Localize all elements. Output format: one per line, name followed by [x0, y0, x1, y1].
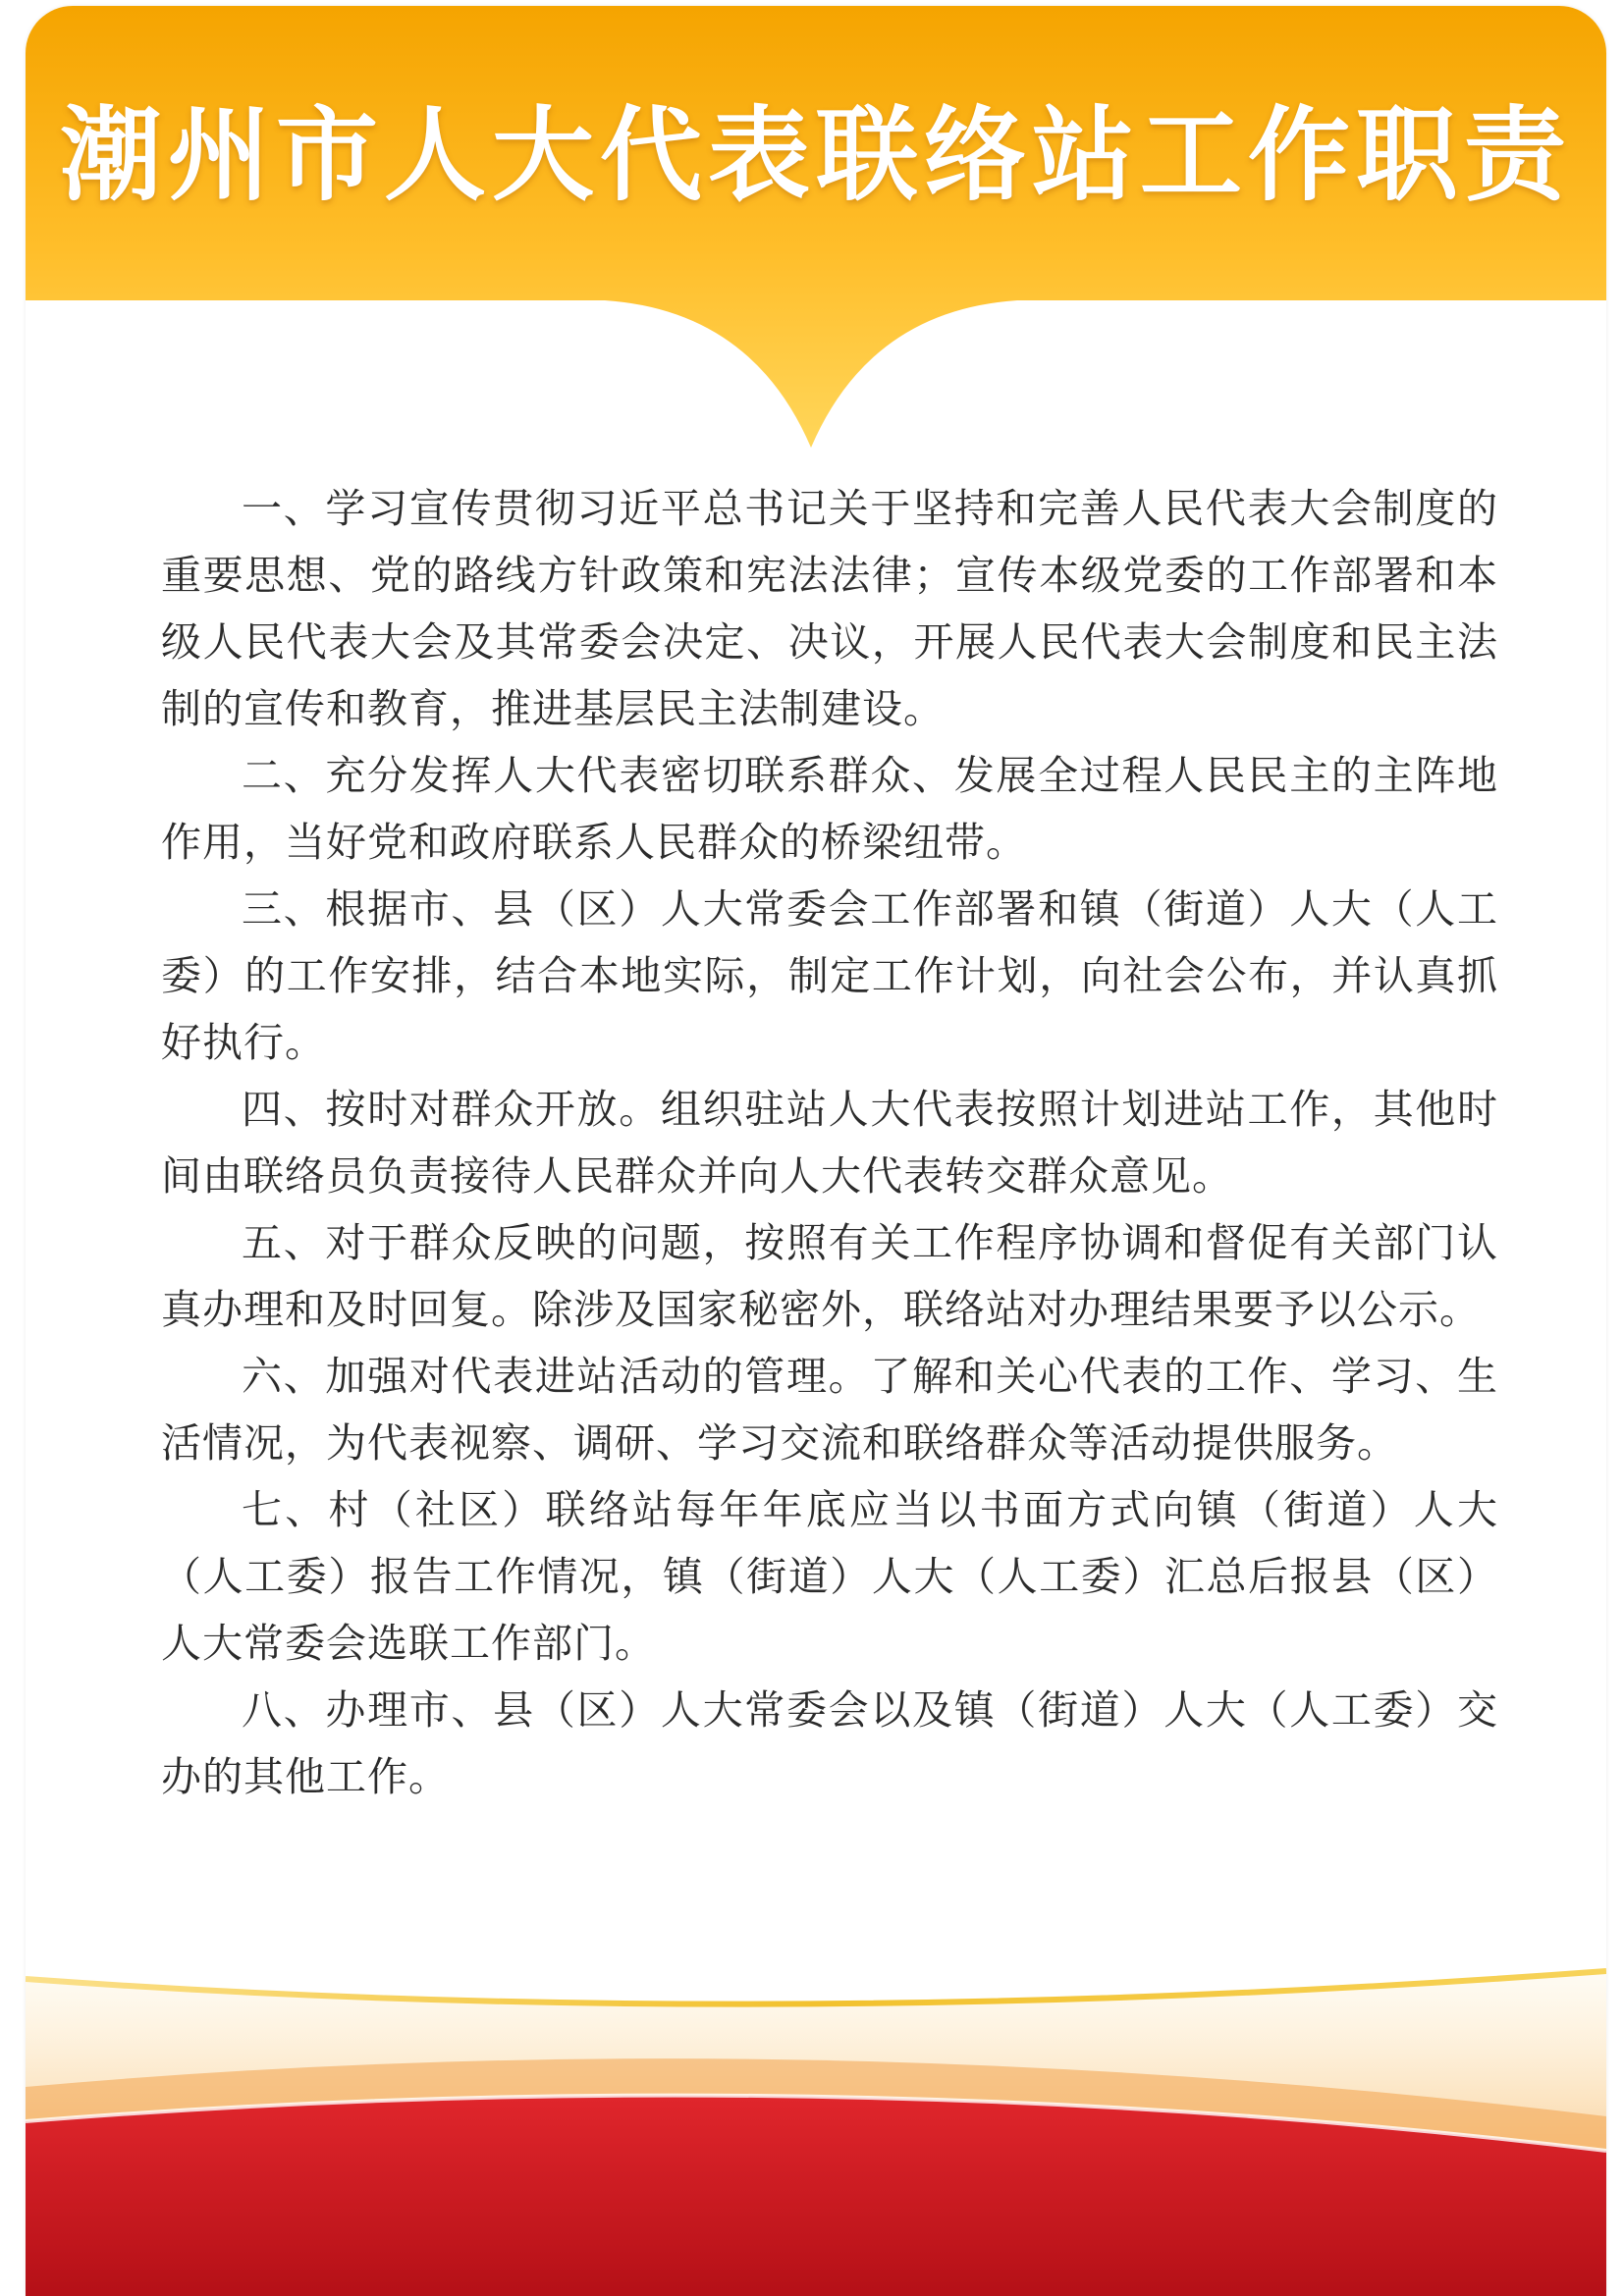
duty-item-2: 二、充分发挥人大代表密切联系群众、发展全过程人民民主的主阵地作用，当好党和政府联系人民群众的桥梁纽带。: [161, 752, 1498, 866]
footer-wave-decoration: [26, 1910, 1606, 2296]
header-banner: [26, 6, 1606, 467]
duty-item-7: 七、村（社区）联络站每年年底应当以书面方式向镇（街道）人大（人工委）报告工作情况，镇（街道）人大（人工委）汇总后报县（区）人大常委会选联工作部门。: [161, 1486, 1498, 1667]
duty-item-8: 八、办理市、县（区）人大常委会以及镇（街道）人大（人工委）交办的其他工作。: [161, 1686, 1498, 1800]
notice-board: [26, 6, 1606, 2296]
duty-item-3: 三、根据市、县（区）人大常委会工作部署和镇（街道）人大（人工委）的工作安排，结合本地实际，制定工作计划，向社会公布，并认真抓好执行。: [161, 885, 1498, 1066]
duty-item-6: 六、加强对代表进站活动的管理。了解和关心代表的工作、学习、生活情况，为代表视察、调研、学习交流和联络群众等活动提供服务。: [161, 1353, 1498, 1467]
duty-item-5: 五、对于群众反映的问题，按照有关工作程序协调和督促有关部门认真办理和及时回复。除涉及国家秘密外，联络站对办理结果要予以公示。: [161, 1219, 1498, 1333]
duty-item-1: 一、学习宣传贯彻习近平总书记关于坚持和完善人民代表大会制度的重要思想、党的路线方针政策和宪法法律；宣传本级党委的工作部署和本级人民代表大会及其常委会决定、决议，开展人民代表大会制度和民主法制的宣传和教育，推进基层民主法制建设。: [161, 485, 1498, 732]
page-title: 潮州市人大代表联络站工作职责: [59, 95, 1572, 215]
duties-list: [161, 475, 1498, 1810]
duty-item-4: 四、按时对群众开放。组织驻站人大代表按照计划进站工作，其他时间由联络员负责接待人民群众并向人大代表转交群众意见。: [161, 1086, 1498, 1200]
